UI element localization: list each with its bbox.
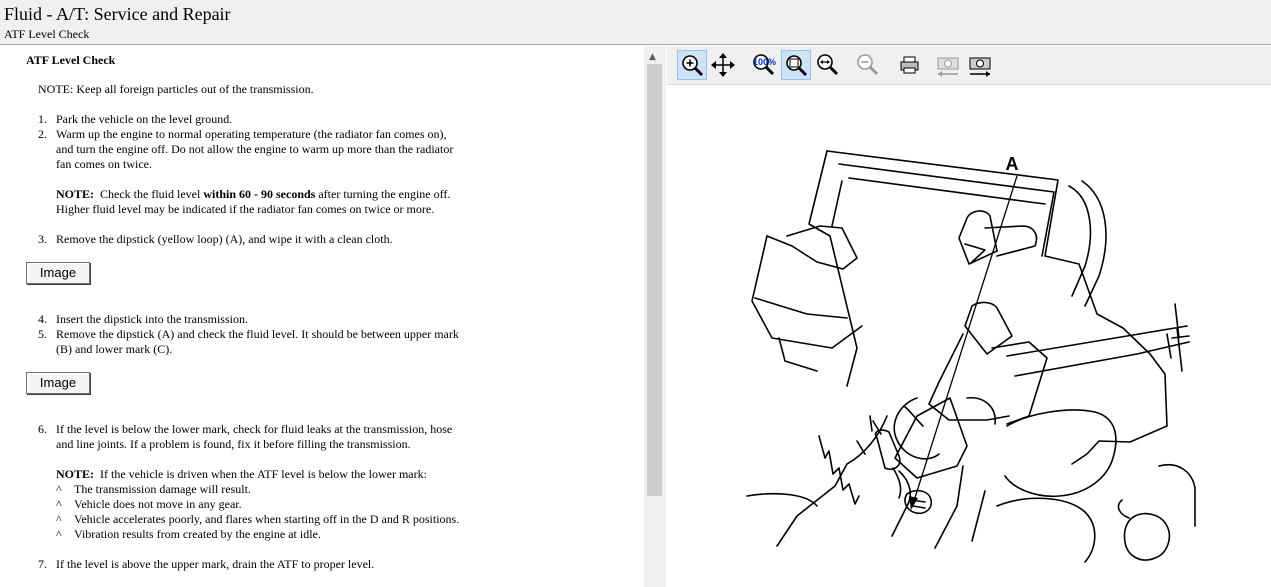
viewer-toolbar [667, 46, 1271, 85]
note-label: NOTE: [56, 467, 95, 481]
bullet-marker: ^ [56, 512, 62, 526]
zoom-100-icon [749, 50, 779, 80]
zoom-100-label: 100% [753, 57, 777, 67]
step-number: 7. [38, 557, 47, 571]
step-text: Insert the dipstick into the transmission. [56, 312, 248, 326]
copy-image-icon [933, 50, 963, 80]
bullet-text: Vehicle accelerates poorly, and flares when starting off in the D and R positions. [74, 512, 460, 526]
copy-image-button[interactable] [933, 50, 963, 80]
image-button[interactable]: Image [26, 262, 90, 284]
step-text: Park the vehicle on the level ground. [56, 112, 233, 126]
callout-label-a: A [1005, 154, 1019, 174]
bullet-text: Vibration results from created by the engine at idle. [74, 527, 321, 541]
print-icon [895, 50, 925, 80]
step-number: 2. [38, 127, 47, 141]
callout-arrowhead [909, 496, 918, 510]
zoom-out-button[interactable] [853, 50, 883, 80]
zoom-100-button[interactable] [749, 50, 779, 80]
pan-button[interactable] [708, 50, 738, 80]
note-low-level [56, 467, 427, 482]
step-number: 3. [38, 232, 47, 246]
image-button[interactable]: Image [26, 372, 90, 394]
step-number: 4. [38, 312, 47, 326]
step-number: 5. [38, 327, 47, 341]
document-pane[interactable] [0, 46, 645, 587]
step-text: If the level is below the lower mark, check for fluid leaks at the transmission, hose and line joints. If a problem is found, fix it before filling the transmission. [56, 422, 453, 451]
zoom-fit-button[interactable] [781, 50, 811, 80]
note-emphasis: within 60 - 90 seconds [203, 187, 316, 201]
zoom-fit-icon [782, 51, 812, 81]
step-number: 1. [38, 112, 47, 126]
page-title: Fluid - A/T: Service and Repair [4, 4, 231, 24]
title-bar [0, 0, 1271, 45]
dipstick-loop [876, 430, 900, 469]
note-text: Check the fluid level [100, 187, 204, 201]
image-viewer-pane [667, 46, 1271, 587]
pan-icon [708, 50, 738, 80]
step-text: Remove the dipstick (yellow loop) (A), and wipe it with a clean cloth. [56, 232, 393, 246]
callout-leader-line [913, 176, 1017, 504]
note-foreign-particles: NOTE: Keep all foreign particles out of the transmission. [38, 82, 314, 96]
dipstick-diagram [667, 86, 1271, 586]
print-button[interactable] [895, 50, 925, 80]
save-image-icon [965, 50, 995, 80]
step-text: Remove the dipstick (A) and check the fluid level. It should be between upper mark (B) and lower mark (C). [56, 327, 459, 356]
vertical-scrollbar[interactable] [644, 46, 666, 587]
save-image-button[interactable] [965, 50, 995, 80]
zoom-in-icon [678, 51, 708, 81]
scrollbar-thumb[interactable] [647, 64, 662, 496]
zoom-out-icon [853, 50, 883, 80]
note-label: NOTE: [56, 187, 95, 201]
note-check-timing [56, 187, 450, 202]
note-text: Higher fluid level may be indicated if the radiator fan comes on twice or more. [56, 202, 435, 216]
bullet-text: The transmission damage will result. [74, 482, 251, 496]
step-text: If the level is above the upper mark, drain the ATF to proper level. [56, 557, 375, 571]
note-text: after turning the engine off. [315, 187, 451, 201]
page-subtitle: ATF Level Check [4, 27, 90, 41]
bullet-marker: ^ [56, 497, 62, 511]
bullet-text: Vehicle does not move in any gear. [74, 497, 242, 511]
zoom-width-icon [813, 50, 843, 80]
section-heading: ATF Level Check [26, 53, 116, 67]
scroll-up-icon[interactable]: ▲ [649, 52, 656, 62]
step-text: Warm up the engine to normal operating temperature (the radiator fan comes on), and turn the engine off. Do not allow the engine to warm up more than the radiator fan comes on twice. [56, 127, 454, 171]
zoom-in-button[interactable] [677, 50, 707, 80]
bullet-marker: ^ [56, 527, 62, 541]
zoom-width-button[interactable] [813, 50, 843, 80]
note-text: If the vehicle is driven when the ATF level is below the lower mark: [100, 467, 427, 481]
step-number: 6. [38, 422, 47, 436]
bullet-marker: ^ [56, 482, 62, 496]
